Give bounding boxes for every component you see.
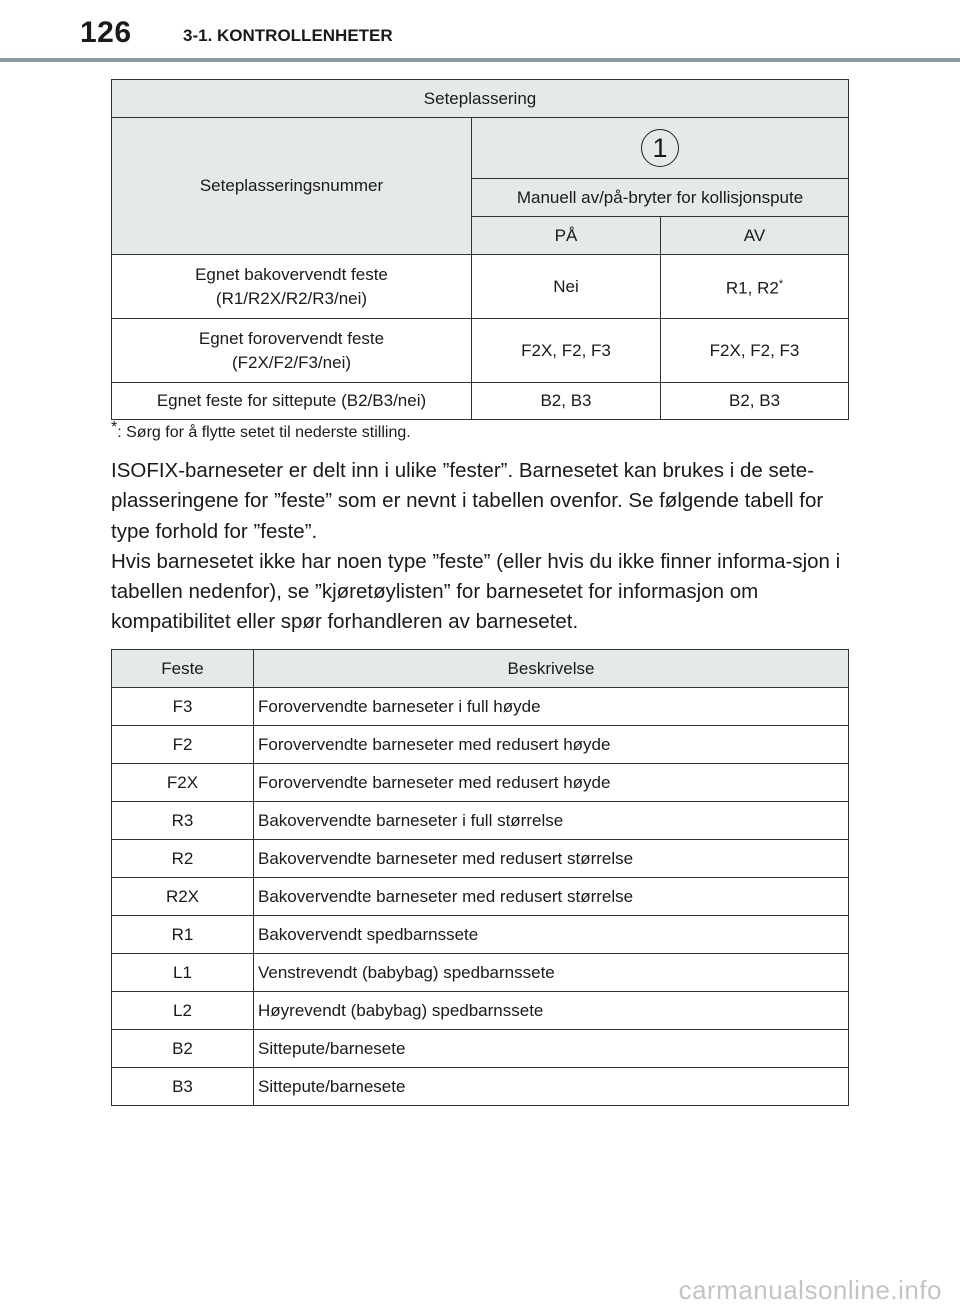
fixture-description: Bakovervendte barneseter i full størrelse — [254, 802, 849, 840]
table-row — [112, 878, 849, 916]
row-label-line: (R1/R2X/R2/R3/nei) — [215, 288, 368, 308]
table-row — [112, 916, 849, 954]
description-header: Beskrivelse — [254, 650, 849, 688]
on-value: F2X, F2, F3 — [472, 319, 661, 383]
fixture-code: R3 — [112, 802, 254, 840]
seat-position-table — [111, 79, 849, 420]
table-row — [112, 383, 849, 420]
seat-number-cell — [472, 118, 849, 179]
fixture-code: F2X — [112, 764, 254, 802]
watermark: carmanualsonline.info — [678, 1275, 942, 1305]
fixture-description: Sittepute/barnesete — [254, 1030, 849, 1068]
paragraph: ISOFIX-barneseter er delt inn i ulike ”fester”. Barnesetet kan brukes i de sete-plasseringene for ”feste” som er nevnt i tabellen ovenfor. Se følgende tabell for type forhold for ”feste”. — [111, 459, 824, 543]
fixture-description: Bakovervendte barneseter med redusert størrelse — [254, 878, 849, 916]
table-row — [112, 840, 849, 878]
fixture-description: Forovervendte barneseter i full høyde — [254, 688, 849, 726]
table-row — [112, 954, 849, 992]
fixture-code: B3 — [112, 1068, 254, 1106]
seat-table-title: Seteplassering — [112, 80, 849, 118]
fixture-code: L2 — [112, 992, 254, 1030]
footnote-text: : Sørg for å flytte setet til nederste stilling. — [117, 424, 411, 441]
table-row — [112, 992, 849, 1030]
off-value: B2, B3 — [661, 383, 849, 420]
switch-off-header: AV — [661, 217, 849, 255]
table-row — [112, 802, 849, 840]
fixture-description: Høyrevendt (babybag) spedbarnssete — [254, 992, 849, 1030]
switch-on-header: PÅ — [472, 217, 661, 255]
fixture-description: Forovervendte barneseter med redusert høyde — [254, 726, 849, 764]
fixture-description: Sittepute/barnesete — [254, 1068, 849, 1106]
fixture-code: R2 — [112, 840, 254, 878]
row-label-line: Egnet forovervendt feste — [198, 328, 385, 348]
footnote — [111, 419, 411, 442]
row-label — [112, 255, 472, 319]
fixture-description: Forovervendte barneseter med redusert høyde — [254, 764, 849, 802]
fixture-description: Bakovervendt spedbarnssete — [254, 916, 849, 954]
seat-number-circle: 1 — [641, 129, 679, 167]
fixture-description: Bakovervendte barneseter med redusert størrelse — [254, 840, 849, 878]
header-divider — [0, 58, 960, 62]
row-label-line: Egnet bakovervendt feste — [195, 264, 388, 284]
section-title: 3-1. KONTROLLENHETER — [183, 26, 393, 45]
table-row — [112, 726, 849, 764]
fixture-code: L1 — [112, 954, 254, 992]
seat-number-header: Seteplasseringsnummer — [112, 118, 472, 255]
fixture-code: B2 — [112, 1030, 254, 1068]
page-header — [0, 0, 960, 62]
off-value-text: R1, R2 — [725, 278, 779, 298]
table-row — [112, 255, 849, 319]
fixture-description: Venstrevendt (babybag) spedbarnssete — [254, 954, 849, 992]
footnote-star: * — [111, 419, 118, 436]
fixture-code: R1 — [112, 916, 254, 954]
row-label: Egnet feste for sittepute (B2/B3/nei) — [112, 383, 472, 420]
table-row — [112, 1068, 849, 1106]
fixture-code: F2 — [112, 726, 254, 764]
page-number: 126 — [80, 16, 132, 49]
table-row — [112, 1030, 849, 1068]
row-label-line: (F2X/F2/F3/nei) — [231, 352, 352, 372]
on-value: Nei — [472, 255, 661, 319]
table-row — [112, 688, 849, 726]
feste-header: Feste — [112, 650, 254, 688]
on-value: B2, B3 — [472, 383, 661, 420]
fixture-table — [111, 649, 849, 1106]
airbag-switch-header: Manuell av/på-bryter for kollisjonspute — [472, 179, 849, 217]
table-row — [112, 319, 849, 383]
table-row — [112, 764, 849, 802]
fixture-code: F3 — [112, 688, 254, 726]
row-label — [112, 319, 472, 383]
fixture-code: R2X — [112, 878, 254, 916]
body-text — [111, 456, 851, 638]
off-value: F2X, F2, F3 — [661, 319, 849, 383]
off-value — [661, 255, 849, 319]
fixture-header-row — [112, 650, 849, 688]
footnote-mark: * — [778, 278, 784, 291]
paragraph: Hvis barnesetet ikke har noen type ”feste” (eller hvis du ikke finner informa-sjon i tabellen nedenfor), se ”kjøretøylisten” for barnesetet for informasjon om kompatibilitet eller spør forhandleren av barnesetet. — [111, 549, 841, 634]
